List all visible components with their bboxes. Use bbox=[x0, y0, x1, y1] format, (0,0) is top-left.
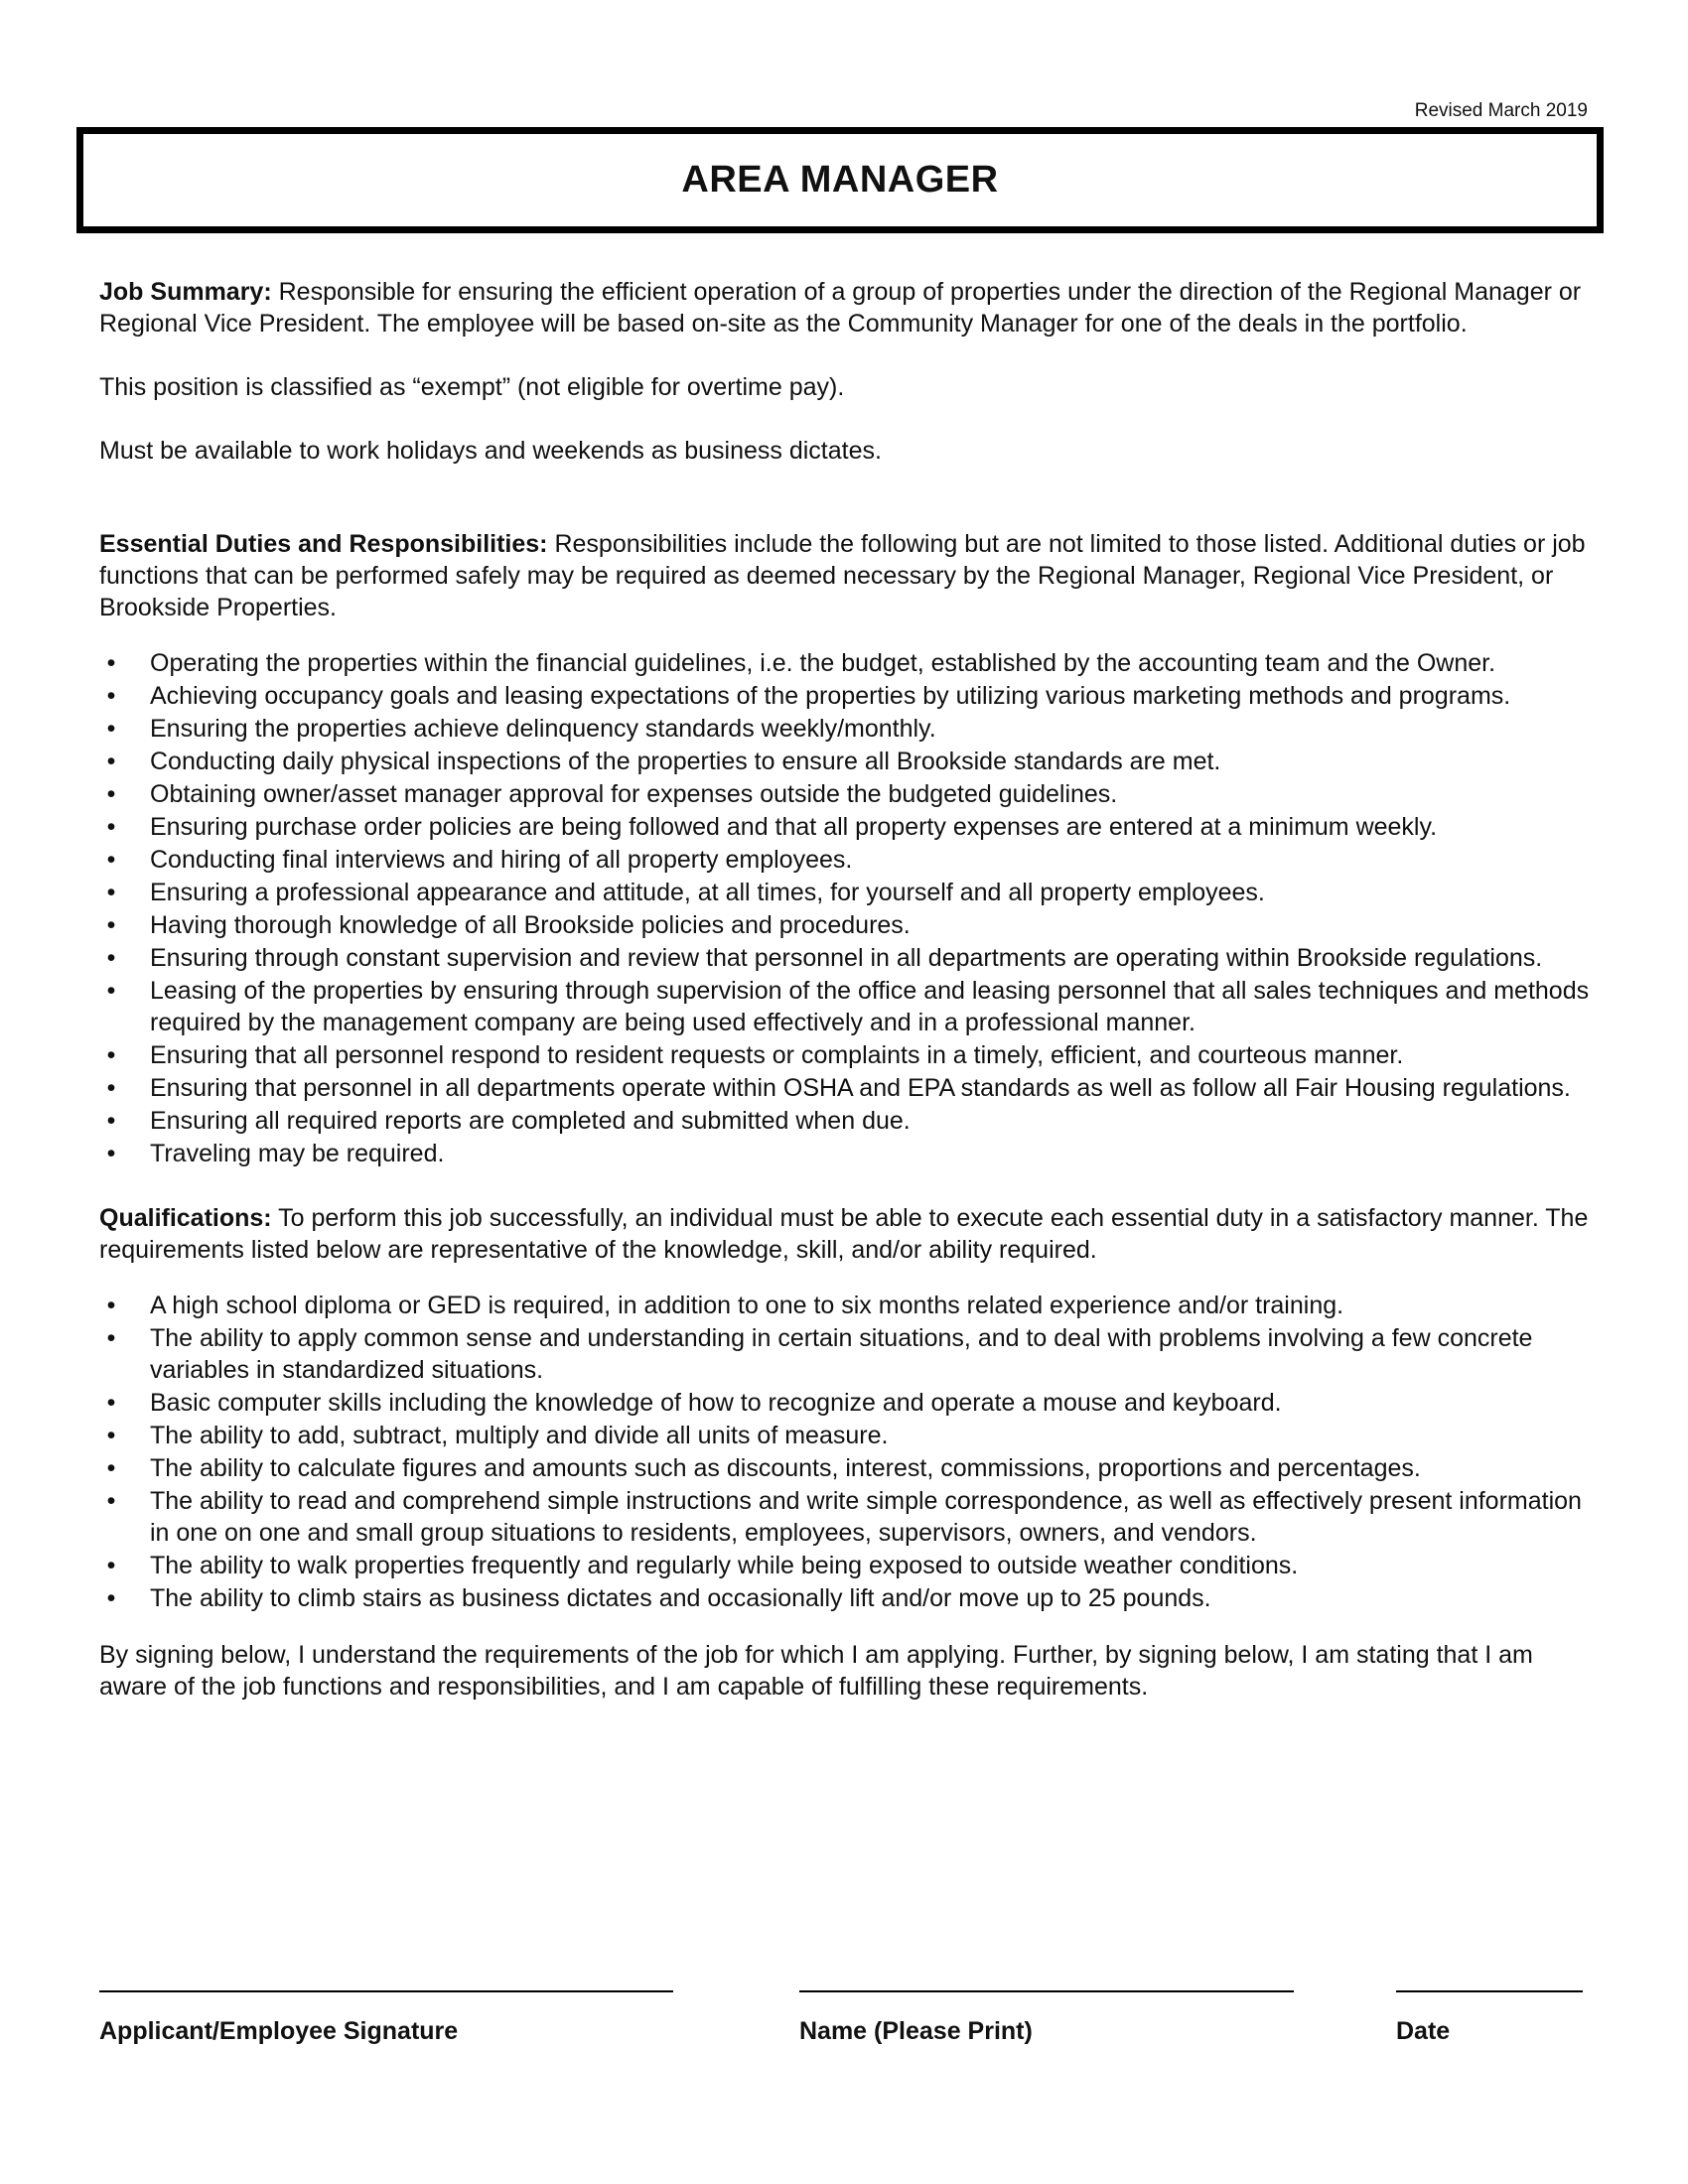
bullet-icon: • bbox=[106, 1107, 116, 1135]
list-item bbox=[99, 778, 1599, 810]
exempt-note: This position is classified as “exempt” (not eligible for overtime pay). bbox=[99, 373, 845, 401]
bullet-icon: • bbox=[106, 1292, 116, 1319]
bullet-icon: • bbox=[106, 1422, 116, 1449]
list-item-text: Ensuring through constant supervision and review that personnel in all departments are operating within Brookside regulations. bbox=[150, 944, 1543, 972]
list-item-text: Ensuring purchase order policies are being followed and that all property expenses are entered at a minimum weekly. bbox=[150, 813, 1438, 841]
list-item-text: Ensuring the properties achieve delinquency standards weekly/monthly. bbox=[150, 715, 936, 743]
essential-duties-intro bbox=[99, 528, 1599, 623]
name-line[interactable] bbox=[799, 1990, 1294, 1992]
list-item bbox=[99, 1420, 1599, 1451]
list-item-text: A high school diploma or GED is required, in addition to one to six months related experience and/or training. bbox=[150, 1292, 1344, 1319]
bullet-icon: • bbox=[106, 682, 116, 710]
bullet-icon: • bbox=[106, 977, 116, 1005]
list-item bbox=[99, 746, 1599, 777]
availability-note: Must be available to work holidays and weekends as business dictates. bbox=[99, 437, 882, 465]
bullet-icon: • bbox=[106, 944, 116, 972]
list-item-text: The ability to add, subtract, multiply and divide all units of measure. bbox=[150, 1422, 889, 1449]
list-item-text: Conducting daily physical inspections of the properties to ensure all Brookside standards are met. bbox=[150, 748, 1221, 775]
date-label: Date bbox=[1396, 2017, 1451, 2045]
list-item bbox=[99, 647, 1599, 679]
list-item-text: Traveling may be required. bbox=[150, 1140, 445, 1167]
page-title: AREA MANAGER bbox=[681, 159, 999, 201]
list-item bbox=[99, 1138, 1599, 1169]
list-item-text: The ability to walk properties frequently and regularly while being exposed to outside weather conditions. bbox=[150, 1552, 1299, 1579]
list-item bbox=[99, 1322, 1599, 1386]
list-item-text: The ability to climb stairs as business dictates and occasionally lift and/or move up to 25 pounds. bbox=[150, 1584, 1211, 1612]
essential-duties-list bbox=[99, 647, 1599, 1169]
bullet-icon: • bbox=[106, 1552, 116, 1579]
list-item-text: Ensuring that all personnel respond to resident requests or complaints in a timely, efficient, and courteous manner. bbox=[150, 1041, 1404, 1069]
title-box bbox=[76, 127, 1604, 233]
bullet-icon: • bbox=[106, 846, 116, 874]
job-summary-text: Responsible for ensuring the efficient operation of a group of properties under the direction of the Regional Manager or Regional Vice President. The employee will be based on-site as the Community Manager for one of the deals in the portfolio. bbox=[99, 278, 1582, 338]
job-summary-label: Job Summary: bbox=[99, 278, 272, 306]
bullet-icon: • bbox=[106, 1140, 116, 1167]
bullet-icon: • bbox=[106, 649, 116, 677]
signature-block bbox=[99, 1990, 1589, 2050]
list-item-text: The ability to read and comprehend simple instructions and write simple correspondence, as well as effectively present information in one on one and small group situations to residents, employees, supervisors, owners, and vendors. bbox=[150, 1487, 1582, 1547]
list-item bbox=[99, 713, 1599, 745]
list-item-text: Having thorough knowledge of all Brookside policies and procedures. bbox=[150, 911, 911, 939]
list-item-text: Conducting final interviews and hiring of all property employees. bbox=[150, 846, 853, 874]
list-item-text: Obtaining owner/asset manager approval for expenses outside the budgeted guidelines. bbox=[150, 780, 1118, 808]
bullet-icon: • bbox=[106, 780, 116, 808]
list-item bbox=[99, 844, 1599, 876]
bullet-icon: • bbox=[106, 879, 116, 906]
list-item-text: Operating the properties within the financial guidelines, i.e. the budget, established by the accounting team and the Owner. bbox=[150, 649, 1496, 677]
bullet-icon: • bbox=[106, 715, 116, 743]
list-item-text: Basic computer skills including the knowledge of how to recognize and operate a mouse and keyboard. bbox=[150, 1389, 1282, 1417]
bullet-icon: • bbox=[106, 1041, 116, 1069]
bullet-icon: • bbox=[106, 1487, 116, 1515]
list-item-text: The ability to calculate figures and amounts such as discounts, interest, commissions, proportions and percentages. bbox=[150, 1454, 1421, 1482]
list-item-text: Ensuring a professional appearance and attitude, at all times, for yourself and all property employees. bbox=[150, 879, 1265, 906]
list-item bbox=[99, 909, 1599, 941]
bullet-icon: • bbox=[106, 911, 116, 939]
list-item bbox=[99, 1485, 1599, 1549]
bullet-icon: • bbox=[106, 813, 116, 841]
acknowledgement-text: By signing below, I understand the requirements of the job for which I am applying. Further, by signing below, I am stating that I am aware of the job functions and responsibilities, and I am capable of fulfilling these requirements. bbox=[99, 1641, 1533, 1701]
list-item bbox=[99, 1452, 1599, 1484]
list-item bbox=[99, 1582, 1599, 1614]
name-label: Name (Please Print) bbox=[799, 2017, 1033, 2045]
essential-duties-label: Essential Duties and Responsibilities: bbox=[99, 530, 548, 558]
list-item bbox=[99, 942, 1599, 974]
list-item bbox=[99, 1072, 1599, 1104]
list-item bbox=[99, 1550, 1599, 1581]
list-item bbox=[99, 1039, 1599, 1071]
list-item bbox=[99, 975, 1599, 1038]
list-item bbox=[99, 1105, 1599, 1137]
bullet-icon: • bbox=[106, 1074, 116, 1102]
essential-duties-text: Responsibilities include the following but are not limited to those listed. Additional duties or job functions that can be performed safely may be required as deemed necessary by the Regional Manager, Regional Vice President, or Brookside Properties. bbox=[99, 530, 1586, 621]
list-item-text: Leasing of the properties by ensuring through supervision of the office and leasing personnel that all sales techniques and methods required by the management company are being used effectively and in a professional manner. bbox=[150, 977, 1590, 1036]
bullet-icon: • bbox=[106, 1324, 116, 1352]
signature-label: Applicant/Employee Signature bbox=[99, 2017, 459, 2045]
list-item bbox=[99, 877, 1599, 908]
document-body bbox=[99, 276, 1599, 1703]
bullet-icon: • bbox=[106, 1584, 116, 1612]
list-item bbox=[99, 811, 1599, 843]
signature-line[interactable] bbox=[99, 1990, 673, 1992]
bullet-icon: • bbox=[106, 748, 116, 775]
job-summary bbox=[99, 276, 1599, 340]
list-item-text: The ability to apply common sense and understanding in certain situations, and to deal with problems involving a few concrete variables in standardized situations. bbox=[150, 1324, 1533, 1384]
list-item bbox=[99, 1290, 1599, 1321]
list-item bbox=[99, 680, 1599, 712]
bullet-icon: • bbox=[106, 1454, 116, 1482]
date-line[interactable] bbox=[1396, 1990, 1583, 1992]
list-item bbox=[99, 1387, 1599, 1419]
list-item-text: Ensuring that personnel in all departments operate within OSHA and EPA standards as well as follow all Fair Housing regulations. bbox=[150, 1074, 1571, 1102]
bullet-icon: • bbox=[106, 1389, 116, 1417]
list-item-text: Ensuring all required reports are completed and submitted when due. bbox=[150, 1107, 911, 1135]
revision-date: Revised March 2019 bbox=[1414, 100, 1588, 121]
list-item-text: Achieving occupancy goals and leasing expectations of the properties by utilizing various marketing methods and programs. bbox=[150, 682, 1511, 710]
qualifications-intro bbox=[99, 1202, 1599, 1266]
qualifications-text: To perform this job successfully, an individual must be able to execute each essential duty in a satisfactory manner. The requirements listed below are representative of the knowledge, skill, and/or ability required. bbox=[99, 1204, 1589, 1264]
qualifications-label: Qualifications: bbox=[99, 1204, 272, 1232]
qualifications-list bbox=[99, 1290, 1599, 1614]
